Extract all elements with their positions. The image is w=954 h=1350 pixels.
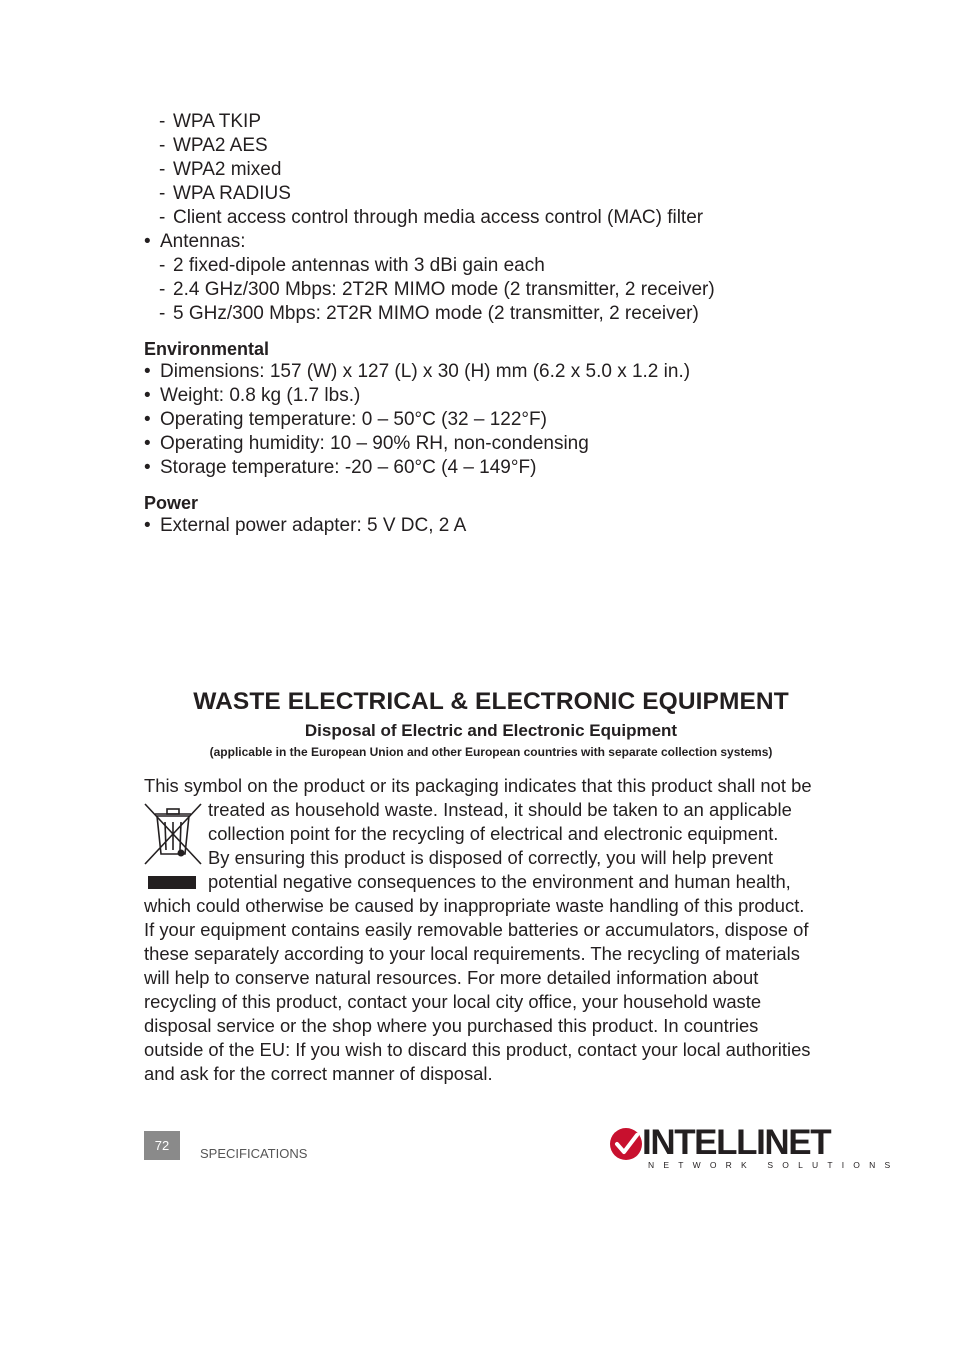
weee-subtitle: Disposal of Electric and Electronic Equipment [304,721,678,740]
weee-title: WASTE ELECTRICAL & ELECTRONIC EQUIPMENT [193,688,789,715]
spec-item: - 2 fixed-dipole antennas with 3 dBi gain each [159,255,545,276]
spec-item: - WPA RADIUS [159,183,291,204]
spec-bullet: • Antennas: [144,231,246,252]
spec-item: - Client access control through media access control (MAC) filter [159,207,704,228]
spec-item: - 5 GHz/300 Mbps: 2T2R MIMO mode (2 transmitter, 2 receiver) [159,303,699,324]
weee-paragraph-line: recycling of this product, contact your local city office, your household waste [144,991,762,1012]
logo-text: INTELLINET [642,1123,831,1162]
environmental-item: • Operating humidity: 10 – 90% RH, non-condensing [144,433,589,454]
weee-paragraph-line: treated as household waste. Instead, it should be taken to an applicable [208,799,792,820]
spec-item: - 2.4 GHz/300 Mbps: 2T2R MIMO mode (2 transmitter, 2 receiver) [159,279,715,300]
weee-paragraph-line: outside of the EU: If you wish to discard this product, contact your local authorities [144,1039,811,1060]
weee-paragraph-line: If your equipment contains easily removable batteries or accumulators, dispose of [144,919,809,940]
weee-paragraph-line: and ask for the correct manner of disposal. [144,1063,493,1084]
intellinet-logo [608,1123,900,1174]
weee-paragraph-line: This symbol on the product or its packaging indicates that this product shall not be [144,775,812,796]
weee-paragraph-line: these separately according to your local requirements. The recycling of materials [144,943,800,964]
weee-paragraph-line: potential negative consequences to the environment and human health, [208,871,791,892]
weee-paragraph-line: disposal service or the shop where you purchased this product. In countries [144,1015,759,1036]
page-number: 72 [144,1131,180,1160]
weee-paragraph-line: By ensuring this product is disposed of correctly, you will help prevent [208,847,773,868]
environmental-item: • Weight: 0.8 kg (1.7 lbs.) [144,385,361,406]
power-item: • External power adapter: 5 V DC, 2 A [144,515,467,536]
section-label: SPECIFICATIONS [200,1146,308,1161]
weee-note: (applicable in the European Union and other European countries with separate collection systems) [209,745,773,759]
spec-item: - WPA TKIP [159,111,261,132]
weee-paragraph-line: collection point for the recycling of electrical and electronic equipment. [208,823,779,844]
spec-item: - WPA2 mixed [159,159,282,180]
logo-tagline: NETWORK SOLUTIONS [648,1160,900,1170]
environmental-item: • Storage temperature: -20 – 60°C (4 – 149°F) [144,457,537,478]
checkmark-logo-icon [608,1126,644,1162]
environmental-heading: Environmental [144,339,270,359]
environmental-item: • Dimensions: 157 (W) x 127 (L) x 30 (H) mm (6.2 x 5.0 x 1.2 in.) [144,361,691,382]
power-heading: Power [144,493,199,513]
weee-paragraph-line: which could otherwise be caused by inappropriate waste handling of this product. [144,895,805,916]
weee-paragraph-line: will help to conserve natural resources. For more detailed information about [144,967,759,988]
environmental-item: • Operating temperature: 0 – 50°C (32 – 122°F) [144,409,547,430]
spec-item: - WPA2 AES [159,135,268,156]
crossed-out-bin-icon [143,802,203,892]
